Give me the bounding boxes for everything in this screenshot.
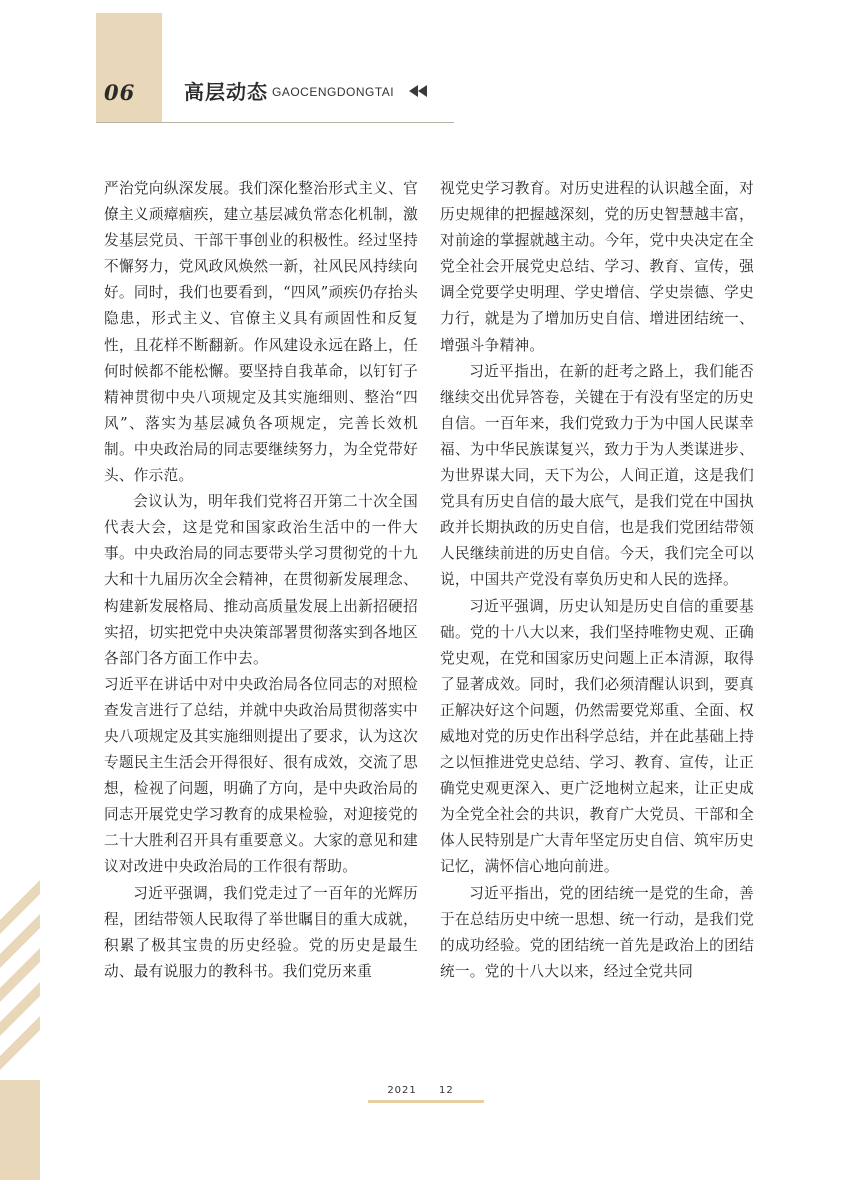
paragraph: 习近平指出，党的团结统一是党的生命，善于在总结历史中统一思想、统一行动，是我们党的成功经验。党的团结统一首先是政治上的团结统一。党的十八大以来，经过全党共同: [440, 884, 754, 980]
paragraph: 习近平强调，我们党走过了一百年的光辉历程，团结带领人民取得了举世瞩目的重大成就，积累了极其宝贵的历史经验。党的历史是最生动、最有说服力的教科书。我们党历来重: [104, 884, 418, 980]
section-title: 高层动态: [184, 80, 268, 104]
header-color-tab: [96, 13, 162, 123]
paragraph: 习近平指出，在新的赶考之路上，我们能否继续交出优异答卷，关键在于有没有坚定的历史自信。一百年来，我们党致力于为中国人民谋幸福、为中华民族谋复兴，致力于为人类谋进步、为世界谋大同，天下为公，人间正道，这是我们党具有历史自信的最大底气，是我们党在中国执政并长期执政的历史自信，也是我们党团结带领人民继续前进的历史自信。今天，我们完全可以说，中国共产党没有辜负历史和人民的选择。: [440, 362, 754, 589]
paragraph: 会议认为，明年我们党将召开第二十次全国代表大会，这是党和国家政治生活中的一件大事。中央政治局的同志要带头学习贯彻党的十九大和十九届历次全会精神，在贯彻新发展理念、构建新发展格局、推动高质量发展上出新招硬招实招，切实把党中央决策部署贯彻落实到各地区各部门各方面工作中去。: [104, 493, 418, 667]
article-column-left: [104, 176, 418, 985]
section-pinyin: GAOCENGDONGTAI: [272, 85, 395, 99]
header-divider: [96, 122, 454, 123]
double-arrow-left-icon: [408, 85, 428, 97]
decorative-stripes: [0, 880, 40, 1180]
footer-year: 2021: [387, 1085, 417, 1096]
paragraph: 严治党向纵深发展。我们深化整治形式主义、官僚主义顽瘴痼疾，建立基层减负常态化机制，激发基层党员、干部干事创业的积极性。经过坚持不懈努力，党风政风焕然一新，社风民风持续向好。同时，我们也要看到，“四风”顽疾仍存抬头隐患，形式主义、官僚主义具有顽固性和反复性，且花样不断翻新。作风建设永远在路上，任何时候都不能松懈。要坚持自我革命，以钉钉子精神贯彻中央八项规定及其实施细则、整治“四风”、落实为基层减负各项规定，完善长效机制。中央政治局的同志要继续努力，为全党带好头、作示范。: [104, 180, 418, 485]
page-footer: [0, 1085, 841, 1096]
paragraph: 视党史学习教育。对历史进程的认识越全面，对历史规律的把握越深刻，党的历史智慧越丰富，对前途的掌握就越主动。今年，党中央决定在全党全社会开展党史总结、学习、教育、宣传，强调全党要学史明理、学史增信、学史崇德、学史力行，就是为了增加历史自信、增进团结统一、增强斗争精神。: [440, 180, 754, 354]
article-column-right: [440, 176, 754, 985]
page-number: 06: [104, 80, 136, 105]
footer-divider: [368, 1100, 484, 1103]
paragraph: 习近平强调，历史认知是历史自信的重要基础。党的十八大以来，我们坚持唯物史观、正确党史观，在党和国家历史问题上正本清源，取得了显著成效。同时，我们必须清醒认识到，要真正解决好这个问题，仍然需要党郑重、全面、权威地对党的历史作出科学总结，并在此基础上持之以恒推进党史总结、学习、教育、宣传，让正确党史观更深入、更广泛地树立起来，让正史成为全党全社会的共识，教育广大党员、干部和全体人民特别是广大青年坚定历史自信、筑牢历史记忆，满怀信心地向前进。: [440, 597, 754, 876]
footer-issue: 12: [438, 1085, 454, 1096]
paragraph: 习近平在讲话中对中央政治局各位同志的对照检查发言进行了总结，并就中央政治局贯彻落实中央八项规定及其实施细则提出了要求，认为这次专题民主生活会开得很好、很有成效，交流了思想，检视了问题，明确了方向，是中央政治局的同志开展党史学习教育的成果检验，对迎接党的二十大胜利召开具有重要意义。大家的意见和建议对改进中央政治局的工作很有帮助。: [104, 675, 418, 876]
